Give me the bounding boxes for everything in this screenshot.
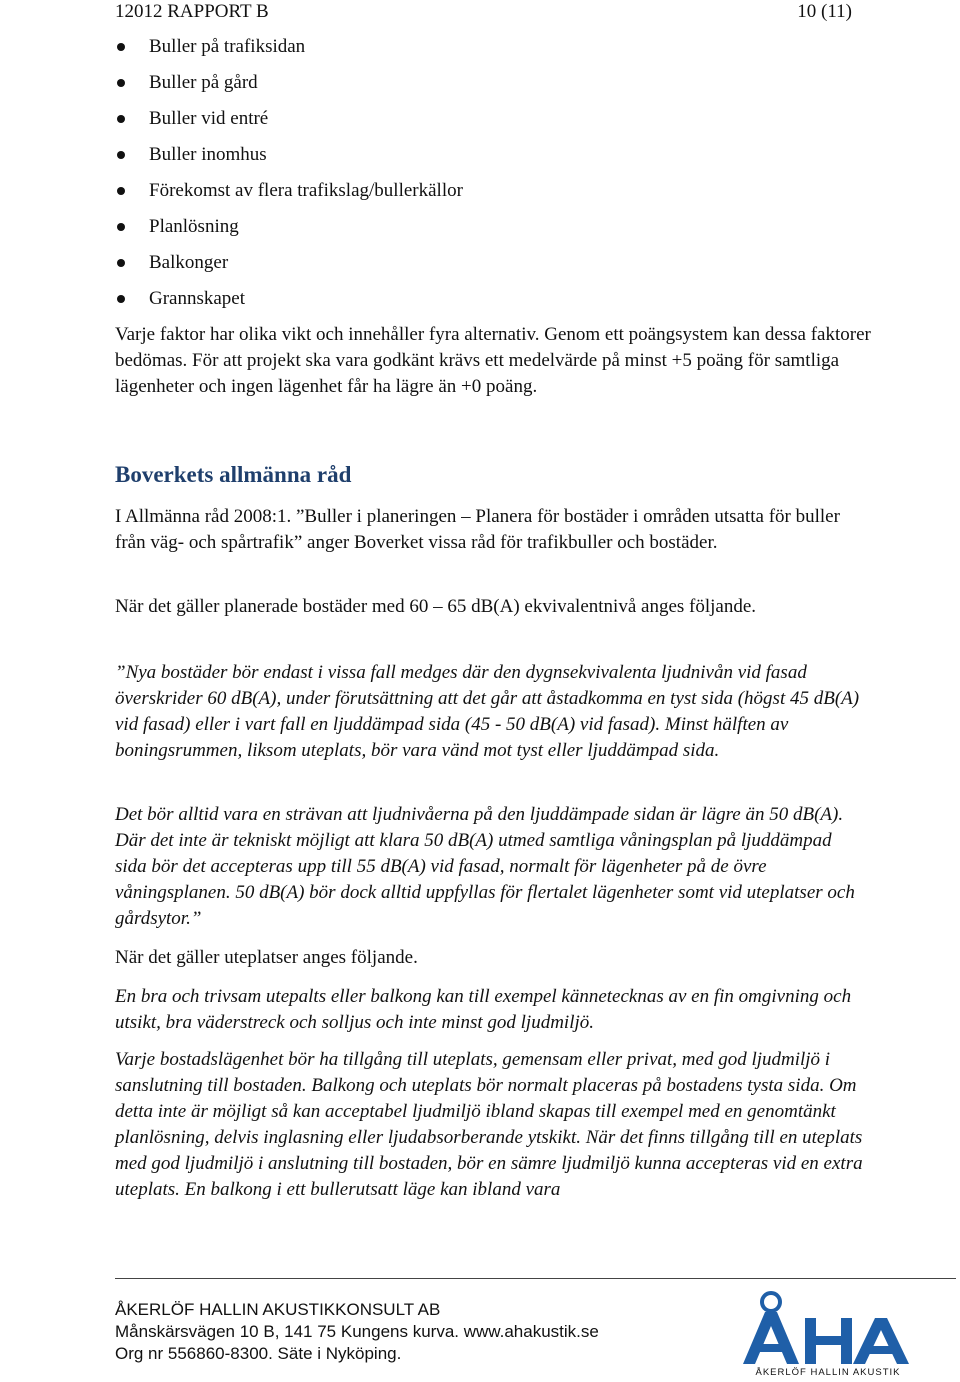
bullet-icon <box>117 187 125 195</box>
bullet-icon <box>117 223 125 231</box>
list-item: Grannskapet <box>115 285 463 321</box>
bullet-icon <box>117 259 125 267</box>
bullet-icon <box>117 79 125 87</box>
quote-paragraph-3: En bra och trivsam utepalts eller balkong kan till exempel kännetecknas av en fin omgivning och utsikt, bra väderstreck och solljus och inte minst god ljudmiljö. <box>115 986 852 1033</box>
quote-paragraph-2: Det bör alltid vara en strävan att ljudnivåerna på den ljuddämpade sidan är lägre än 50 dB(A). Där det inte är tekniskt möjligt att klara 50 dB(A) utmed samtliga våningsplan på ljuddämpad sida bör det accepteras upp till 55 dB(A) vid fasad, normalt för lägenheter på de övre våningsplanen. 50 dB(A) bör dock alltid uppfyllas för flertalet lägenheter somt vid uteplatser och gårdsytor.” <box>115 804 855 929</box>
logo-tagline: ÅKERLÖF HALLIN AKUSTIK <box>755 1367 901 1378</box>
footer-address: Månskärsvägen 10 B, 141 75 Kungens kurva. www.ahakustik.se <box>115 1322 599 1341</box>
list-item: Buller vid entré <box>115 105 463 141</box>
list-item: Buller på gård <box>115 69 463 105</box>
page-header <box>115 1 852 25</box>
list-item: Buller på trafiksidan <box>115 33 463 69</box>
quote-paragraph-1: ”Nya bostäder bör endast i vissa fall medges där den dygnsekvivalenta ljudnivån vid fasad överskrider 60 dB(A), under förutsättning att det går att åstadkomma en tyst sida (högst 45 dB(A) vid fasad) eller i vart fall en ljuddämpad sida (45 - 50 dB(A) vid fasad). Minst hälften av boningsrummen, liksom uteplats, bör vara vänd mot tyst eller ljuddämpad sida. <box>115 662 860 761</box>
quote-paragraph-4: Varje bostadslägenhet bör ha tillgång till uteplats, gemensam eller privat, med god ljudmiljö i sanslutning till bostaden. Balkong och uteplats bör normalt placeras på bostadens tysta sida. Om detta inte är möjligt så kan acceptabel ljudmiljö ibland skapas till exempel med en genomtänkt planlösning, delvis inglasning eller ljudabsorberande ytskikt. När det finns tillgång till en uteplats med god ljudmiljö i anslutning till bostaden, bör en sämre ljudmiljö kunna accepteras vid en extra uteplats. En balkong i ett bullerutsatt läge kan ibland vara <box>115 1049 863 1200</box>
footer <box>115 1299 599 1365</box>
planerade-bostader-paragraph: När det gäller planerade bostäder med 60 – 65 dB(A) ekvivalentnivå anges följande. <box>115 596 757 617</box>
bullet-icon <box>117 295 125 303</box>
list-item: Planlösning <box>115 213 463 249</box>
section-heading: Boverkets allmänna råd <box>115 462 352 487</box>
footer-org: Org nr 556860-8300. Säte i Nyköping. <box>115 1344 402 1363</box>
footer-divider <box>115 1278 956 1279</box>
intro-paragraph: Varje faktor har olika vikt och innehåller fyra alternativ. Genom ett poängsystem kan dessa faktorer bedömas. För att projekt ska vara godkänt krävs ett medelvärde på minst +5 poäng för samtliga lägenheter och ingen lägenhet får ha lägre än +0 poäng. <box>115 324 871 397</box>
list-item: Buller inomhus <box>115 141 463 177</box>
footer-company: ÅKERLÖF HALLIN AKUSTIKKONSULT AB <box>115 1300 441 1319</box>
factor-list <box>115 33 463 321</box>
bullet-icon <box>117 43 125 51</box>
page-number: 10 (11) <box>797 1 852 22</box>
uteplatser-paragraph: När det gäller uteplatser anges följande. <box>115 947 418 968</box>
report-id: 12012 RAPPORT B <box>115 1 269 22</box>
bullet-icon <box>117 115 125 123</box>
allmanna-rad-paragraph: I Allmänna råd 2008:1. ”Buller i planeringen – Planera för bostäder i områden utsatta för buller från väg- och spårtrafik” anger Boverket vissa råd för trafikbuller och bostäder. <box>115 506 840 553</box>
bullet-icon <box>117 151 125 159</box>
list-item: Förekomst av flera trafikslag/bullerkällor <box>115 177 463 213</box>
list-item: Balkonger <box>115 249 463 285</box>
